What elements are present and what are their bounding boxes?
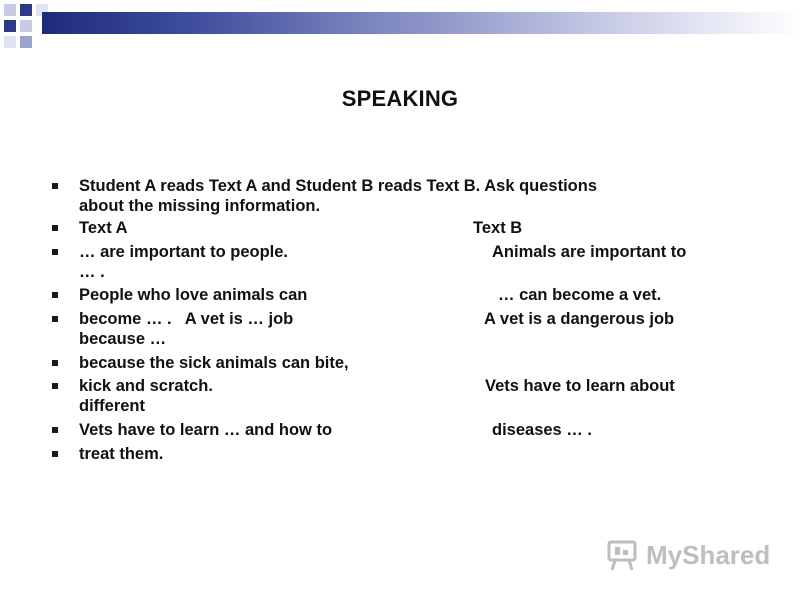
bullet-text: because … <box>79 330 167 348</box>
bullet-text: People who love animals can <box>79 286 308 304</box>
bullet-text: … can become a vet. <box>498 286 662 304</box>
bullet-text: Student A reads Text A and Student B reads Text B. Ask questions <box>79 177 598 195</box>
bullet-icon <box>52 225 58 231</box>
bullet-icon <box>52 427 58 433</box>
slide-title: SPEAKING <box>341 86 459 111</box>
text-a-heading: Text A <box>79 219 128 237</box>
bullet-text: Vets have to learn about <box>485 377 675 395</box>
bullet-text: because the sick animals can bite, <box>79 354 349 372</box>
bullet-text: diseases … . <box>492 421 592 439</box>
bullet-text: about the missing information. <box>79 197 321 215</box>
bullet-icon <box>52 183 58 189</box>
myshared-logo-icon <box>606 538 640 572</box>
bullet-text: treat them. <box>79 445 164 463</box>
bullet-icon <box>52 451 58 457</box>
bullet-text: … . <box>79 263 105 281</box>
bullet-text: become … . A vet is … job <box>79 310 294 328</box>
bullet-text: A vet is a dangerous job <box>484 310 675 328</box>
myshared-watermark <box>606 536 776 576</box>
text-b-heading: Text B <box>473 219 523 237</box>
bullet-text: Animals are important to <box>492 243 687 261</box>
bullet-icon <box>52 316 58 322</box>
bullet-text: … are important to people. <box>79 243 289 261</box>
watermark-text: MyShared <box>646 540 771 570</box>
bullet-text: kick and scratch. <box>79 377 213 395</box>
bullet-text: different <box>79 397 145 415</box>
bullet-icon <box>52 292 58 298</box>
bullet-icon <box>52 383 58 389</box>
bullet-icon <box>52 360 58 366</box>
bullet-icon <box>52 249 58 255</box>
bullet-text: Vets have to learn … and how to <box>79 421 333 439</box>
